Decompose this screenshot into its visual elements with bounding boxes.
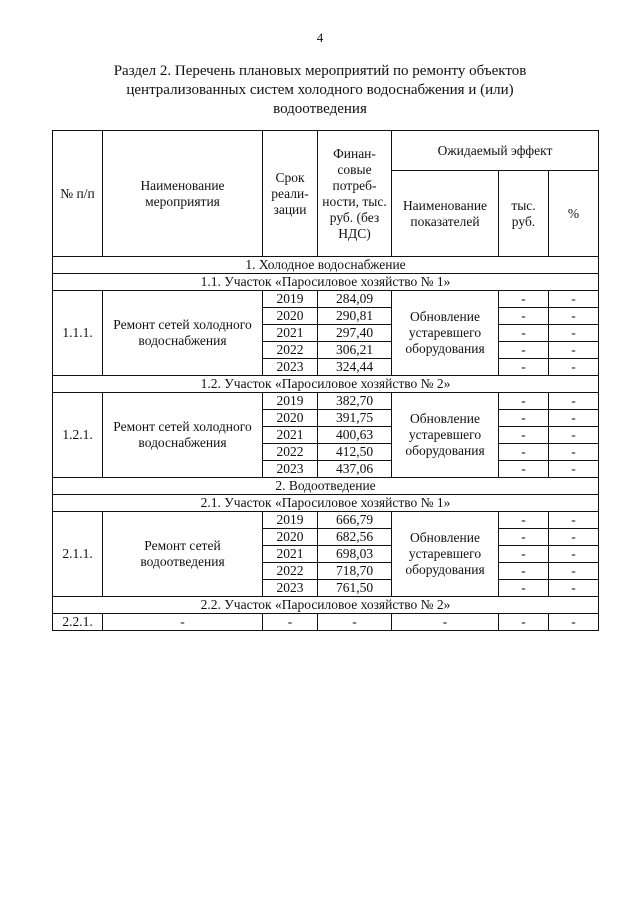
item-number: 2.2.1. xyxy=(53,614,103,631)
item-number: 2.1.1. xyxy=(53,512,103,597)
percent-cell: - xyxy=(549,580,599,597)
finance-cell: 297,40 xyxy=(318,325,392,342)
percent-cell: - xyxy=(549,410,599,427)
percent-cell: - xyxy=(549,546,599,563)
finance-cell: 382,70 xyxy=(318,393,392,410)
year-cell: 2019 xyxy=(263,291,318,308)
year-cell: 2020 xyxy=(263,410,318,427)
percent-cell: - xyxy=(549,291,599,308)
thousand-cell: - xyxy=(499,512,549,529)
subsection-heading: 2.1. Участок «Паросиловое хозяйство № 1» xyxy=(53,495,599,512)
thousand-cell: - xyxy=(499,410,549,427)
thousand-cell: - xyxy=(499,563,549,580)
section-heading: 2. Водоотведение xyxy=(53,478,599,495)
page-number: 4 xyxy=(316,30,324,45)
item-name: Ремонт сетей водоотведения xyxy=(103,512,263,597)
header-finance: Финан-совые потреб-ности, тыс. руб. (без НДС) xyxy=(318,131,392,257)
thousand-cell: - xyxy=(499,529,549,546)
finance-cell: 698,03 xyxy=(318,546,392,563)
header-effect: Ожидаемый эффект xyxy=(392,131,599,171)
year-cell: 2022 xyxy=(263,444,318,461)
subsection-heading: 1.2. Участок «Паросиловое хозяйство № 2» xyxy=(53,376,599,393)
indicator-cell: Обновление устаревшего оборудования xyxy=(392,291,499,376)
subsection-heading: 2.2. Участок «Паросиловое хозяйство № 2» xyxy=(53,597,599,614)
percent-cell: - xyxy=(549,461,599,478)
thousand-cell: - xyxy=(499,359,549,376)
header-term: Срок реали-зации xyxy=(263,131,318,257)
year-cell: 2019 xyxy=(263,393,318,410)
subsection-heading: 1.1. Участок «Паросиловое хозяйство № 1» xyxy=(53,274,599,291)
indicator-cell: Обновление устаревшего оборудования xyxy=(392,512,499,597)
percent-cell: - xyxy=(549,563,599,580)
year-cell: 2021 xyxy=(263,546,318,563)
finance-cell: 290,81 xyxy=(318,308,392,325)
header-indicator: Наименование показателей xyxy=(392,171,499,257)
section-title-line: водоотведения xyxy=(273,101,367,117)
indicator-cell: - xyxy=(392,614,499,631)
finance-cell: - xyxy=(318,614,392,631)
section-heading: 1. Холодное водоснабжение xyxy=(53,257,599,274)
finance-cell: 437,06 xyxy=(318,461,392,478)
thousand-cell: - xyxy=(499,342,549,359)
percent-cell: - xyxy=(549,308,599,325)
finance-cell: 666,79 xyxy=(318,512,392,529)
header-name: Наименование мероприятия xyxy=(103,131,263,257)
item-name: - xyxy=(103,614,263,631)
thousand-cell: - xyxy=(499,427,549,444)
item-number: 1.2.1. xyxy=(53,393,103,478)
percent-cell: - xyxy=(549,359,599,376)
year-cell: - xyxy=(263,614,318,631)
thousand-cell: - xyxy=(499,325,549,342)
finance-cell: 391,75 xyxy=(318,410,392,427)
header-num: № п/п xyxy=(53,131,103,257)
item-name: Ремонт сетей холодного водоснабжения xyxy=(103,291,263,376)
finance-cell: 400,63 xyxy=(318,427,392,444)
percent-cell: - xyxy=(549,614,599,631)
section-title-line: централизованных систем холодного водоснабжения и (или) xyxy=(126,82,514,98)
percent-cell: - xyxy=(549,444,599,461)
percent-cell: - xyxy=(549,529,599,546)
header-percent: % xyxy=(549,171,599,257)
finance-cell: 682,56 xyxy=(318,529,392,546)
year-cell: 2023 xyxy=(263,461,318,478)
percent-cell: - xyxy=(549,393,599,410)
section-title xyxy=(60,62,580,119)
thousand-cell: - xyxy=(499,393,549,410)
item-name: Ремонт сетей холодного водоснабжения xyxy=(103,393,263,478)
thousand-cell: - xyxy=(499,461,549,478)
finance-cell: 412,50 xyxy=(318,444,392,461)
header-thousand: тыс. руб. xyxy=(499,171,549,257)
year-cell: 2020 xyxy=(263,308,318,325)
finance-cell: 324,44 xyxy=(318,359,392,376)
year-cell: 2022 xyxy=(263,342,318,359)
percent-cell: - xyxy=(549,427,599,444)
finance-cell: 718,70 xyxy=(318,563,392,580)
year-cell: 2019 xyxy=(263,512,318,529)
thousand-cell: - xyxy=(499,308,549,325)
finance-cell: 761,50 xyxy=(318,580,392,597)
percent-cell: - xyxy=(549,512,599,529)
thousand-cell: - xyxy=(499,444,549,461)
thousand-cell: - xyxy=(499,580,549,597)
year-cell: 2022 xyxy=(263,563,318,580)
year-cell: 2020 xyxy=(263,529,318,546)
percent-cell: - xyxy=(549,342,599,359)
year-cell: 2023 xyxy=(263,580,318,597)
year-cell: 2021 xyxy=(263,427,318,444)
finance-cell: 306,21 xyxy=(318,342,392,359)
thousand-cell: - xyxy=(499,614,549,631)
item-number: 1.1.1. xyxy=(53,291,103,376)
thousand-cell: - xyxy=(499,546,549,563)
year-cell: 2023 xyxy=(263,359,318,376)
year-cell: 2021 xyxy=(263,325,318,342)
measures-table xyxy=(52,130,599,631)
indicator-cell: Обновление устаревшего оборудования xyxy=(392,393,499,478)
thousand-cell: - xyxy=(499,291,549,308)
percent-cell: - xyxy=(549,325,599,342)
section-title-line: Раздел 2. Перечень плановых мероприятий по ремонту объектов xyxy=(113,63,527,79)
finance-cell: 284,09 xyxy=(318,291,392,308)
